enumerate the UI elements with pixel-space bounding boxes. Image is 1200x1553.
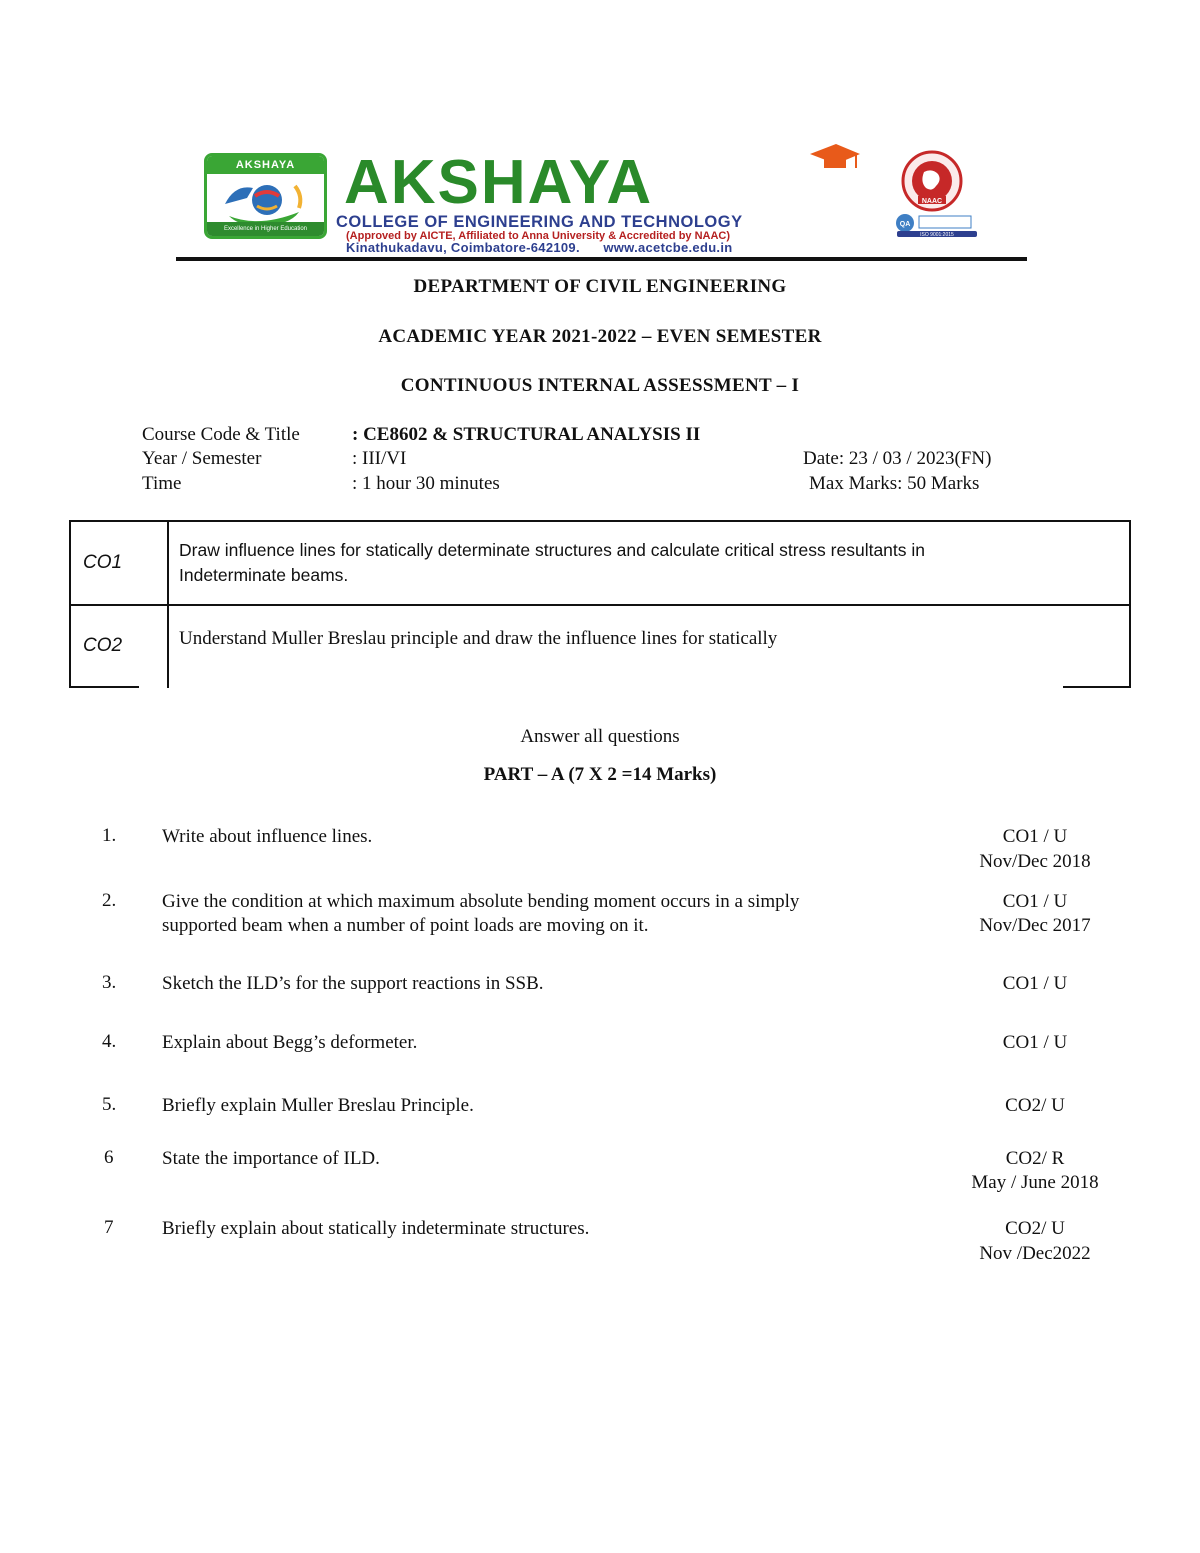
question-text: Write about influence lines.: [162, 826, 373, 847]
time-value: : 1 hour 30 minutes: [352, 473, 500, 494]
question-co: CO1 / U: [1002, 826, 1068, 847]
course-value: : CE8602 & STRUCTURAL ANALYSIS II: [352, 424, 701, 445]
question-number: 3.: [102, 972, 117, 993]
question-number: 1.: [102, 825, 117, 846]
question-ref: May / June 2018: [971, 1172, 1099, 1193]
year-label: Year / Semester: [142, 448, 262, 469]
co1-text-line1: Draw influence lines for statically determinate structures and calculate critical stress resultants in: [179, 540, 926, 560]
part-a-heading: PART – A (7 X 2 =14 Marks): [483, 764, 717, 785]
question-number: 7: [104, 1217, 114, 1238]
college-full-name: COLLEGE OF ENGINEERING AND TECHNOLOGY: [336, 213, 743, 231]
emblem-brand-text: AKSHAYA: [207, 156, 324, 174]
question-ref: Nov/Dec 2017: [979, 915, 1091, 936]
question-number: 4.: [102, 1031, 117, 1052]
question-co: CO1 / U: [1002, 973, 1068, 994]
iso-label: ISO 9001:2015: [920, 232, 954, 238]
question-text: Briefly explain Muller Breslau Principle.: [162, 1095, 474, 1116]
course-label: Course Code & Title: [142, 424, 300, 445]
question-number: 2.: [102, 890, 117, 911]
co1-code: CO1: [83, 552, 123, 573]
instructions: Answer all questions: [520, 726, 680, 747]
academic-year-heading: ACADEMIC YEAR 2021-2022 – EVEN SEMESTER: [378, 326, 822, 347]
college-address: Kinathukadavu, Coimbatore-642109. www.acetcbe.edu.in: [346, 240, 733, 255]
question-co: CO2/ R: [1005, 1148, 1065, 1169]
exam-date: Date: 23 / 03 / 2023(FN): [803, 448, 992, 469]
question-text: Sketch the ILD’s for the support reactions in SSB.: [162, 973, 544, 994]
question-ref: Nov /Dec2022: [979, 1243, 1091, 1264]
year-value: : III/VI: [352, 448, 407, 469]
co2-text-line1: Understand Muller Breslau principle and draw the influence lines for statically: [179, 628, 778, 649]
co2-code: CO2: [83, 635, 123, 656]
svg-text:NAAC: NAAC: [921, 198, 943, 205]
question-number: 6: [104, 1147, 114, 1168]
question-text: State the importance of ILD.: [162, 1148, 380, 1169]
question-co: CO2/ U: [1005, 1218, 1065, 1239]
question-text: Briefly explain about statically indeterminate structures.: [162, 1218, 590, 1239]
svg-text:QA: QA: [899, 221, 911, 228]
time-label: Time: [142, 473, 182, 494]
question-co: CO2/ U: [1005, 1095, 1065, 1116]
question-text: Give the condition at which maximum absolute bending moment occurs in a simply: [162, 891, 800, 912]
question-ref: Nov/Dec 2018: [979, 851, 1091, 872]
co1-text-line2: Indeterminate beams.: [179, 565, 349, 585]
question-co: CO1 / U: [1002, 1032, 1068, 1053]
approval-statement: (Approved by AICTE, Affiliated to Anna University & Accredited by NAAC): [346, 230, 731, 242]
assessment-heading: CONTINUOUS INTERNAL ASSESSMENT – I: [400, 375, 800, 396]
question-co: CO1 / U: [1002, 891, 1068, 912]
question-text-cont: supported beam when a number of point loads are moving on it.: [162, 915, 649, 936]
question-text: Explain about Begg’s deformeter.: [162, 1032, 418, 1053]
max-marks: Max Marks: 50 Marks: [809, 473, 980, 494]
college-name-title: AKSHAYA: [344, 148, 654, 217]
emblem-tagline: Excellence in Higher Education: [207, 222, 324, 236]
question-number: 5.: [102, 1094, 117, 1115]
department-heading: DEPARTMENT OF CIVIL ENGINEERING: [413, 276, 787, 297]
